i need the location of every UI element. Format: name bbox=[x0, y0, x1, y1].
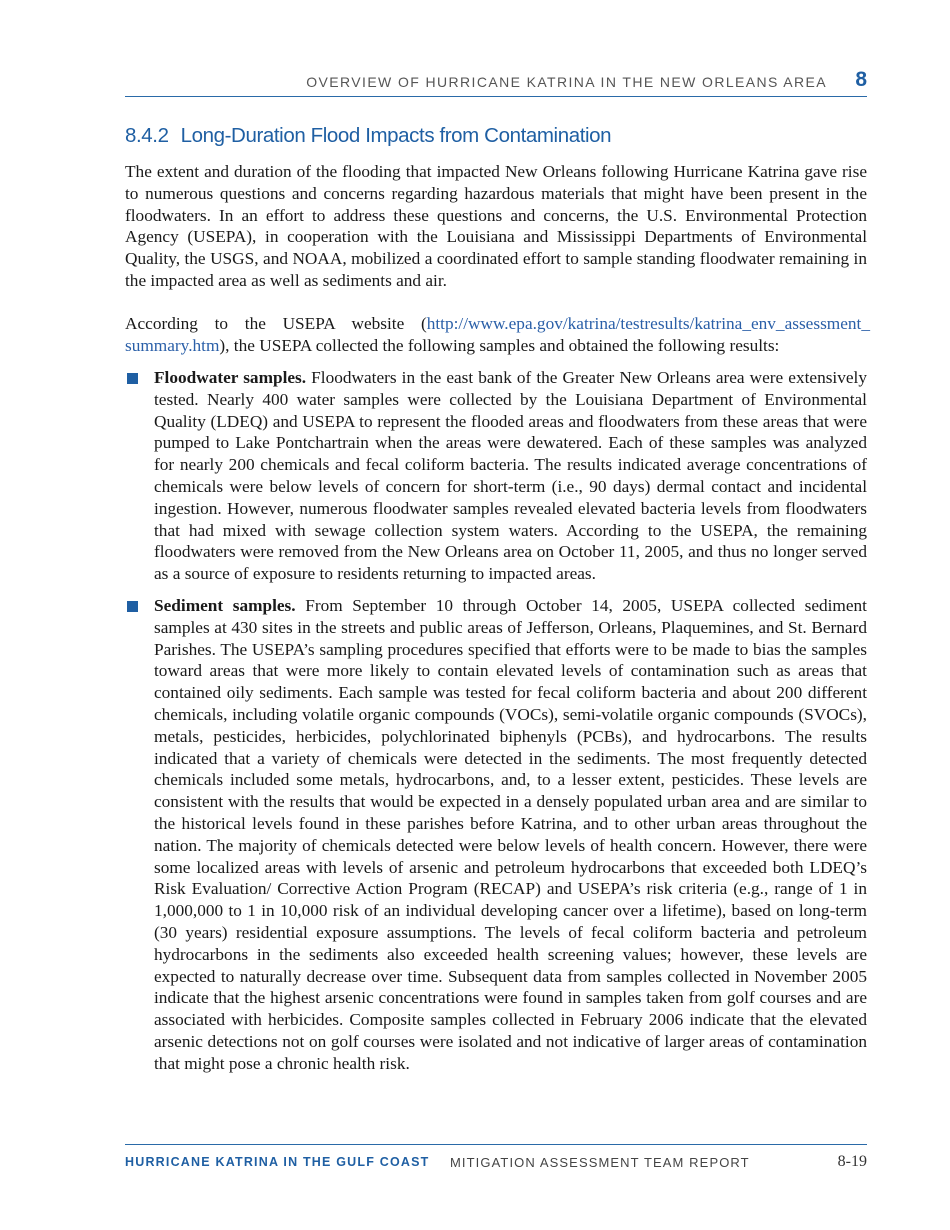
page-number: 8-19 bbox=[837, 1153, 867, 1170]
bullet-floodwater-samples bbox=[125, 367, 867, 585]
chapter-number: 8 bbox=[855, 68, 867, 91]
bullet-lead: Floodwater samples. bbox=[154, 368, 307, 387]
bullet-text: From September 10 through October 14, 2005, USEPA collected sediment samples at 430 sites in the streets and public areas of Jefferson, Orleans, Plaquemines, and St. Bernard Parishes. The USEPA’s sampling procedures specified that efforts were to be made to bias the samples toward areas that were more likely to contain elevated levels of contamination such as areas that contained oily sediments. Each sample was tested for fecal coliform bacteria and about 200 different chemicals, including volatile organic compounds (VOCs), semi-volatile organic compounds (SVOCs), metals, pesticides, herbicides, polychlorinated biphenyls (PCBs), and hydrocarbons. The results indicated that a variety of chemicals were detected in the sediments. The most frequently detected chemicals included some metals, hydrocarbons, and, to a lesser extent, pesticides. These levels are consistent with the results that would be expected in a densely populated urban area and are similar to the historical levels found in these parishes before Katrina, and to other urban areas throughout the nation. The majority of chemicals detected were below levels of health concern. However, there were some localized areas with levels of arsenic and petroleum hydrocarbons that exceeded both LDEQ’s Risk Evaluation/ Corrective Action Program (RECAP) and USEPA’s risk criteria (e.g., range of 1 in 1,000,000 to 1 in 10,000 risk of an individual developing cancer over a lifetime), based on long-term (30 years) residential exposure assumptions. The levels of fecal coliform bacteria and petroleum hydrocarbons in the sediments also exceeded health screening values; however, these levels are expected to naturally decrease over time. Subsequent data from samples collected in November 2005 indicate that the highest arsenic concentrations were found in samples taken from golf courses and are associated with herbicides. Composite samples collected in February 2006 indicate that the elevated arsenic detections not on golf courses were isolated and not indicative of larger areas of contamination that might pose a chronic health risk. bbox=[154, 595, 867, 1073]
website-text-after: ), the USEPA collected the following samples and obtained the following results: bbox=[219, 335, 780, 355]
epa-website-link[interactable]: http://www.epa.gov/katrina/testresults/katrina_env_assessment_ summary.htm bbox=[125, 314, 870, 355]
header-title: OVERVIEW OF HURRICANE KATRINA IN THE NEW ORLEANS AREA bbox=[306, 74, 827, 90]
section-number: 8.4.2 bbox=[125, 124, 169, 147]
footer-report-title: HURRICANE KATRINA IN THE GULF COAST bbox=[125, 1155, 430, 1169]
bullet-lead: Sediment samples. bbox=[154, 595, 296, 615]
section-title: Long-Duration Flood Impacts from Contamination bbox=[180, 124, 612, 147]
running-footer bbox=[125, 1144, 867, 1175]
section-heading bbox=[125, 124, 611, 148]
website-paragraph bbox=[125, 313, 870, 357]
website-text-before: According to the USEPA website ( bbox=[125, 314, 427, 333]
running-header bbox=[125, 68, 867, 97]
bullet-text: Floodwaters in the east bank of the Greater New Orleans area were extensively tested. Nearly 400 water samples were collected by the Louisiana Department of Environmental Quality (LDEQ) and USEPA to represent the flooded areas and floodwaters from these areas that were pumped to Lake Pontchartrain when the areas were dewatered. Each of these samples was analyzed for nearly 200 chemicals and fecal coliform bacteria. The results indicated average concentrations of chemicals were below levels of concern for short-term (i.e., 90 days) dermal contact and incidental ingestion. However, numerous floodwater samples revealed elevated bacteria levels from floodwaters that had mixed with sewage collection system waters. According to the USEPA, the remaining floodwaters were removed from the New Orleans area on October 11, 2005, and thus no longer served as a source of exposure to residents returning to impacted areas. bbox=[154, 368, 867, 584]
footer-report-subtitle: MITIGATION ASSESSMENT TEAM REPORT bbox=[450, 1155, 750, 1170]
intro-paragraph: The extent and duration of the flooding that impacted New Orleans following Hurricane Katrina gave rise to numerous questions and concerns regarding hazardous materials that might have been present in the floodwaters. In an effort to address these questions and concerns, the U.S. Environmental Protection Agency (USEPA), in cooperation with the Louisiana and Mississippi Departments of Environmental Quality, the USGS, and NOAA, mobilized a coordinated effort to sample standing floodwater remaining in the impacted area as well as sediments and air. bbox=[125, 162, 867, 290]
results-bullet-list bbox=[125, 367, 867, 1085]
square-bullet-icon bbox=[127, 601, 138, 612]
bullet-sediment-samples bbox=[125, 595, 867, 1075]
square-bullet-icon bbox=[127, 373, 138, 384]
